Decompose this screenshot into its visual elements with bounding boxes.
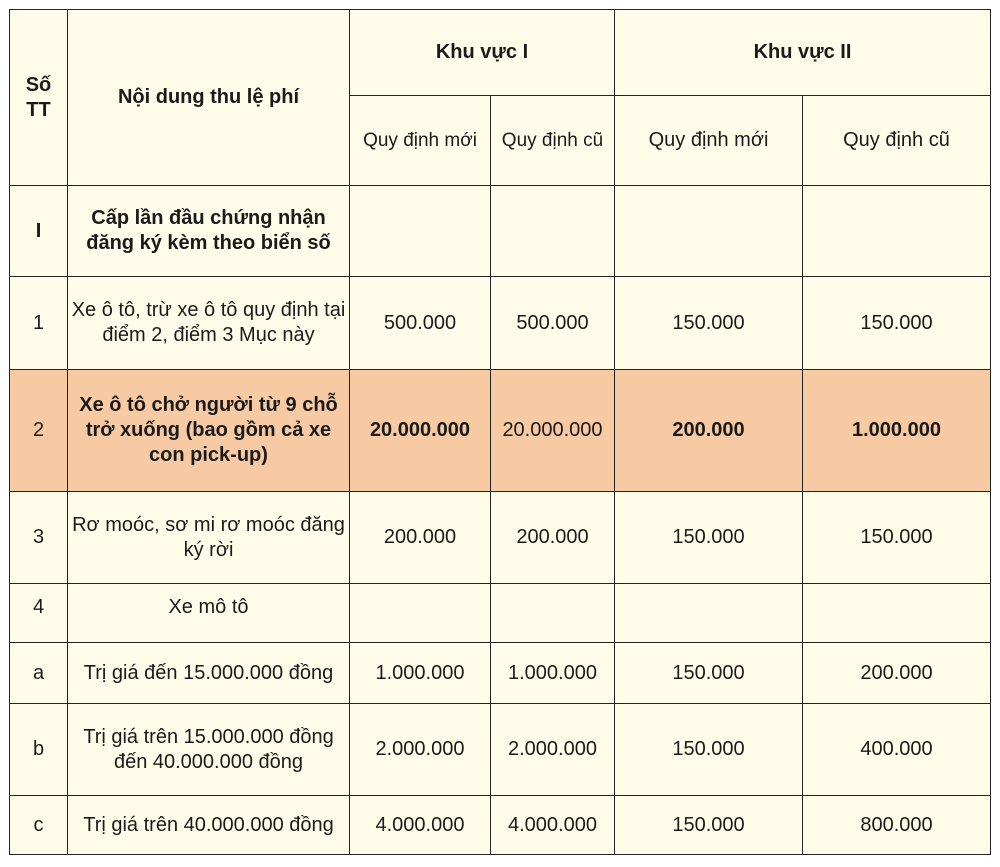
row-content: Cấp lần đầu chứng nhận đăng ký kèm theo biển số xyxy=(68,186,350,277)
table-row xyxy=(10,186,991,277)
row-number: I xyxy=(10,186,68,277)
header-region-2-new-rule: Quy định mới xyxy=(615,96,803,186)
row-number: c xyxy=(10,796,68,855)
region-2-new-value xyxy=(615,584,803,643)
region-1-new-value: 20.000.000 xyxy=(350,370,491,492)
region-2-old-value: 1.000.000 xyxy=(803,370,991,492)
row-content: Xe ô tô chở người từ 9 chỗ trở xuống (bao gồm cả xe con pick-up) xyxy=(68,370,350,492)
region-2-new-value: 150.000 xyxy=(615,643,803,704)
table-row xyxy=(10,704,991,796)
region-1-new-value: 500.000 xyxy=(350,277,491,370)
row-number: 1 xyxy=(10,277,68,370)
row-content: Trị giá trên 40.000.000 đồng xyxy=(68,796,350,855)
row-number: 2 xyxy=(10,370,68,492)
region-2-old-value: 150.000 xyxy=(803,277,991,370)
region-2-new-value: 150.000 xyxy=(615,277,803,370)
region-1-new-value: 4.000.000 xyxy=(350,796,491,855)
row-number: 4 xyxy=(10,584,68,643)
region-2-old-value: 150.000 xyxy=(803,492,991,584)
row-number: b xyxy=(10,704,68,796)
region-1-new-value xyxy=(350,186,491,277)
region-1-old-value: 200.000 xyxy=(491,492,615,584)
header-row-1 xyxy=(10,10,991,96)
row-number: a xyxy=(10,643,68,704)
region-2-old-value xyxy=(803,186,991,277)
header-fee-content: Nội dung thu lệ phí xyxy=(68,10,350,186)
region-2-new-value: 150.000 xyxy=(615,492,803,584)
row-content: Xe mô tô xyxy=(68,584,350,643)
highlighted-table-row xyxy=(10,370,991,492)
region-1-old-value: 4.000.000 xyxy=(491,796,615,855)
region-2-new-value: 200.000 xyxy=(615,370,803,492)
region-1-new-value: 2.000.000 xyxy=(350,704,491,796)
table-row xyxy=(10,277,991,370)
row-number: 3 xyxy=(10,492,68,584)
table-row xyxy=(10,584,991,643)
row-content: Trị giá trên 15.000.000 đồng đến 40.000.000 đồng xyxy=(68,704,350,796)
region-1-old-value: 2.000.000 xyxy=(491,704,615,796)
region-2-old-value xyxy=(803,584,991,643)
region-1-old-value: 500.000 xyxy=(491,277,615,370)
region-2-old-value: 400.000 xyxy=(803,704,991,796)
row-content: Rơ moóc, sơ mi rơ moóc đăng ký rời xyxy=(68,492,350,584)
region-1-new-value: 200.000 xyxy=(350,492,491,584)
region-2-new-value: 150.000 xyxy=(615,704,803,796)
region-1-new-value xyxy=(350,584,491,643)
header-serial-number: Số TT xyxy=(10,10,68,186)
region-2-old-value: 200.000 xyxy=(803,643,991,704)
region-2-new-value xyxy=(615,186,803,277)
fee-table-container xyxy=(9,9,991,855)
region-2-old-value: 800.000 xyxy=(803,796,991,855)
table-row xyxy=(10,643,991,704)
header-region-1-new-rule: Quy định mới xyxy=(350,96,491,186)
header-region-2-old-rule: Quy định cũ xyxy=(803,96,991,186)
region-1-old-value xyxy=(491,584,615,643)
table-row xyxy=(10,492,991,584)
header-region-2: Khu vực II xyxy=(615,10,991,96)
region-1-old-value: 1.000.000 xyxy=(491,643,615,704)
header-region-1: Khu vực I xyxy=(350,10,615,96)
row-content: Xe ô tô, trừ xe ô tô quy định tại điểm 2, điểm 3 Mục này xyxy=(68,277,350,370)
registration-fee-table xyxy=(9,9,991,855)
region-1-old-value xyxy=(491,186,615,277)
region-1-new-value: 1.000.000 xyxy=(350,643,491,704)
region-2-new-value: 150.000 xyxy=(615,796,803,855)
row-content: Trị giá đến 15.000.000 đồng xyxy=(68,643,350,704)
header-region-1-old-rule: Quy định cũ xyxy=(491,96,615,186)
table-row xyxy=(10,796,991,855)
region-1-old-value: 20.000.000 xyxy=(491,370,615,492)
